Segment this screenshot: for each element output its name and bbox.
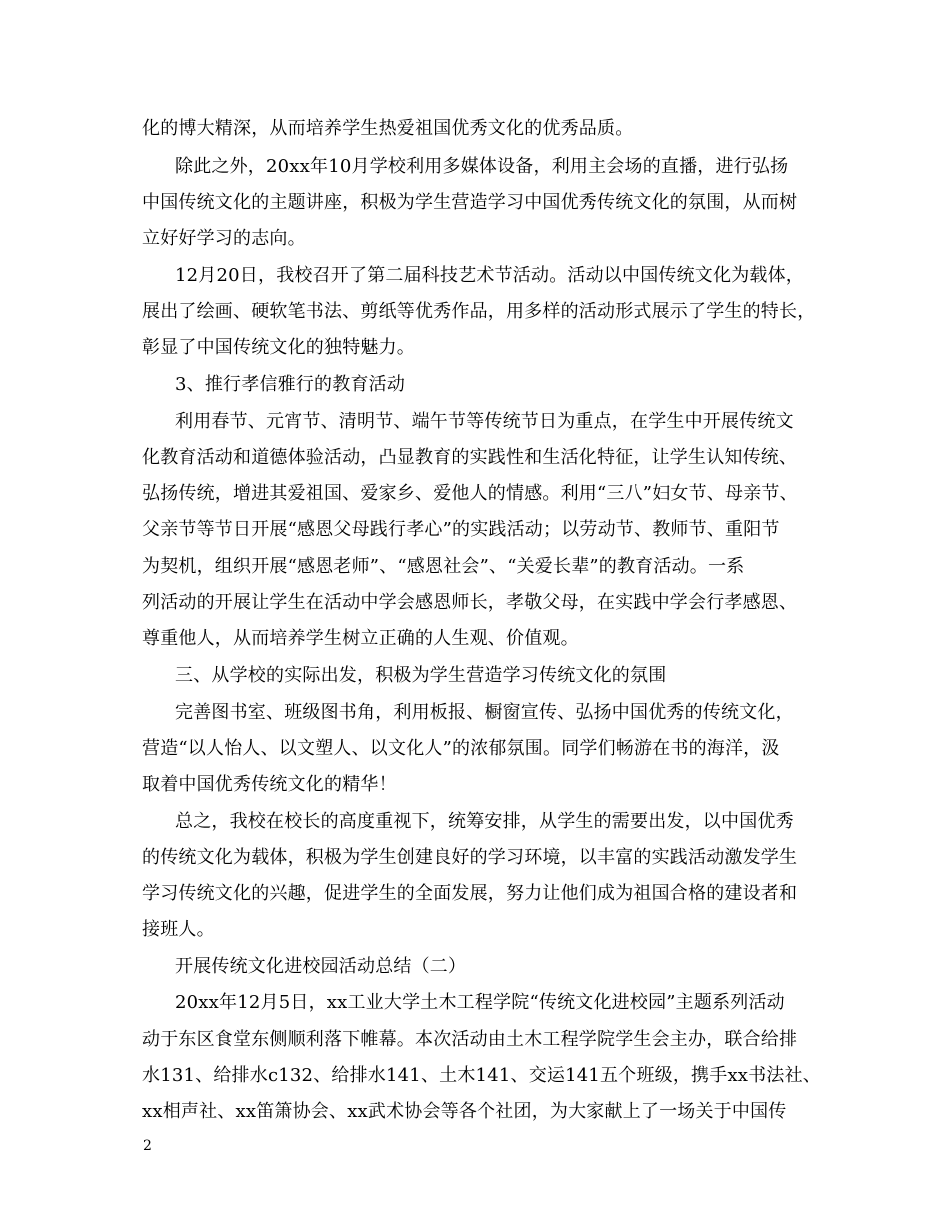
text-line: 展出了绘画、硬软笔书法、剪纸等优秀作品，用多样的活动形式展示了学生的特长，: [142, 301, 816, 322]
text-line: 总之，我校在校长的高度重视下，统筹安排，从学生的需要出发，以中国优秀: [175, 811, 794, 832]
text-line: 为契机，组织开展“感恩老师”、“感恩社会”、“关爱长辈”的教育活动。一系: [142, 556, 745, 577]
text-line: 取着中国优秀传统文化的精华！: [142, 774, 397, 795]
text-line: 20xx年12月5日，xx工业大学土木工程学院“传统文化进校园”主题系列活动: [175, 992, 785, 1013]
text-line: 除此之外，20xx年10月学校利用多媒体设备，利用主会场的直播，进行弘扬: [175, 156, 789, 177]
text-line: 完善图书室、班级图书角，利用板报、橱窗宣传、弘扬中国优秀的传统文化，: [175, 702, 794, 723]
text-line: 父亲节等节日开展“感恩父母践行孝心”的实践活动；以劳动节、教师节、重阳节: [142, 519, 780, 540]
section-heading: 3、推行孝信雅行的教育活动: [175, 374, 406, 395]
section-heading: 开展传统文化进校园活动总结（二）: [175, 956, 467, 977]
text-line: 列活动的开展让学生在活动中学会感恩师长，孝敬父母，在实践中学会行孝感恩、: [142, 592, 798, 613]
page-number: 2: [143, 1138, 152, 1154]
text-line: 的传统文化为载体，积极为学生创建良好的学习环境，以丰富的实践活动激发学生: [142, 847, 798, 868]
text-line: 立好好学习的志向。: [142, 228, 306, 249]
text-line: 利用春节、元宵节、清明节、端午节等传统节日为重点，在学生中开展传统文: [175, 411, 794, 432]
text-line: 弘扬传统，增进其爱祖国、爱家乡、爱他人的情感。利用“三八”妇女节、母亲节、: [142, 483, 798, 504]
text-line: 接班人。: [142, 919, 215, 940]
text-line: 水131、给排水c132、给排水141、土木141、交运141五个班级，携手xx书法社、: [142, 1065, 821, 1086]
text-line: 中国传统文化的主题讲座，积极为学生营造学习中国优秀传统文化的氛围，从而树: [142, 192, 798, 213]
text-line: xx相声社、xx笛箫协会、xx武术协会等各个社团，为大家献上了一场关于中国传: [142, 1101, 787, 1122]
text-line: 尊重他人，从而培养学生树立正确的人生观、价值观。: [142, 628, 579, 649]
text-line: 12月20日，我校召开了第二届科技艺术节活动。活动以中国传统文化为载体，: [175, 265, 805, 286]
text-line: 化教育活动和道德体验活动，凸显教育的实践性和生活化特征，让学生认知传统、: [142, 447, 798, 468]
text-line: 化的博大精深，从而培养学生热爱祖国优秀文化的优秀品质。: [142, 118, 634, 139]
text-line: 学习传统文化的兴趣，促进学生的全面发展，努力让他们成为祖国合格的建设者和: [142, 883, 798, 904]
text-line: 彰显了中国传统文化的独特魅力。: [142, 337, 415, 358]
text-line: 营造“以人怡人、以文塑人、以文化人”的浓郁氛围。同学们畅游在书的海洋，汲: [142, 738, 780, 759]
text-line: 动于东区食堂东侧顺利落下帷幕。本次活动由土木工程学院学生会主办，联合给排: [142, 1029, 798, 1050]
section-heading: 三、从学校的实际出发，积极为学生营造学习传统文化的氛围: [175, 665, 667, 686]
